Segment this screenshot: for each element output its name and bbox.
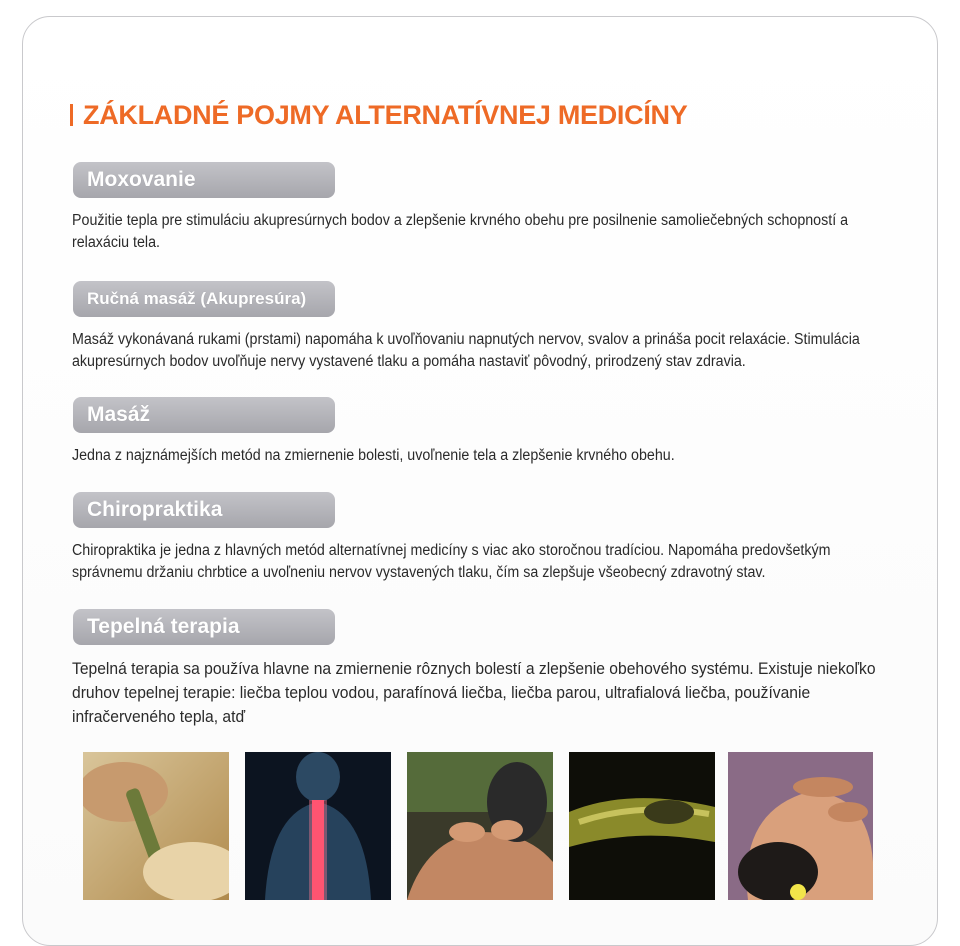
- photo-heat-therapy: [569, 752, 715, 900]
- photo-moxibustion: [83, 752, 229, 900]
- page-title: [70, 100, 687, 131]
- section-text: Chiropraktika je jedna z hlavných metód alternatívnej medicíny s viac ako storočnou tradíciou. Napomáha predovšetkým správnemu držaniu chrbtice a uvoľneniu nervov vystavených tlaku, čím sa zlepšuje všeobecný zdravotný stav.: [72, 542, 831, 581]
- section-heading: Masáž: [73, 397, 335, 433]
- section-heading: Moxovanie: [73, 162, 335, 198]
- photo-back-massage: [728, 752, 873, 900]
- page-title-text: ZÁKLADNÉ POJMY ALTERNATÍVNEJ MEDICÍNY: [83, 100, 688, 130]
- section-chiropraktika: [70, 492, 890, 584]
- title-bar-decoration: [70, 104, 73, 126]
- section-text: Použitie tepla pre stimuláciu akupresúrnych bodov a zlepšenie krvného obehu pre posilnenie samoliečebných schopností a relaxáciu tela.: [72, 212, 849, 251]
- section-moxovanie: [70, 162, 890, 254]
- section-heading: Ručná masáž (Akupresúra): [73, 281, 335, 317]
- section-text: Masáž vykonávaná rukami (prstami) napomáha k uvoľňovaniu napnutých nervov, svalov a prináša pocit relaxácie. Stimulácia akupresúrnych bodov uvoľňuje nervy vystavené tlaku a pomáha nastaviť pôvodný, prirodzený stav zdravia.: [72, 331, 860, 370]
- section-heading: Tepelná terapia: [73, 609, 335, 645]
- section-heading: Chiropraktika: [73, 492, 335, 528]
- photo-spine-xray: [245, 752, 391, 900]
- section-rucna-masaz: [70, 281, 890, 373]
- photo-massage: [407, 752, 553, 900]
- section-tepelna-terapia: [70, 609, 890, 729]
- section-masaz: [70, 397, 890, 467]
- photo-strip: [83, 752, 873, 900]
- section-text: Jedna z najznámejších metód na zmiernenie bolesti, uvoľnenie tela a zlepšenie krvného obehu.: [72, 447, 675, 464]
- section-text: Tepelná terapia sa používa hlavne na zmiernenie rôznych bolestí a zlepšenie obehového systému. Existuje niekoľko druhov tepelnej terapie: liečba teplou vodou, parafínová liečba, liečba parou, ultrafialová liečba, používanie infračerveného tepla, atď: [72, 659, 876, 726]
